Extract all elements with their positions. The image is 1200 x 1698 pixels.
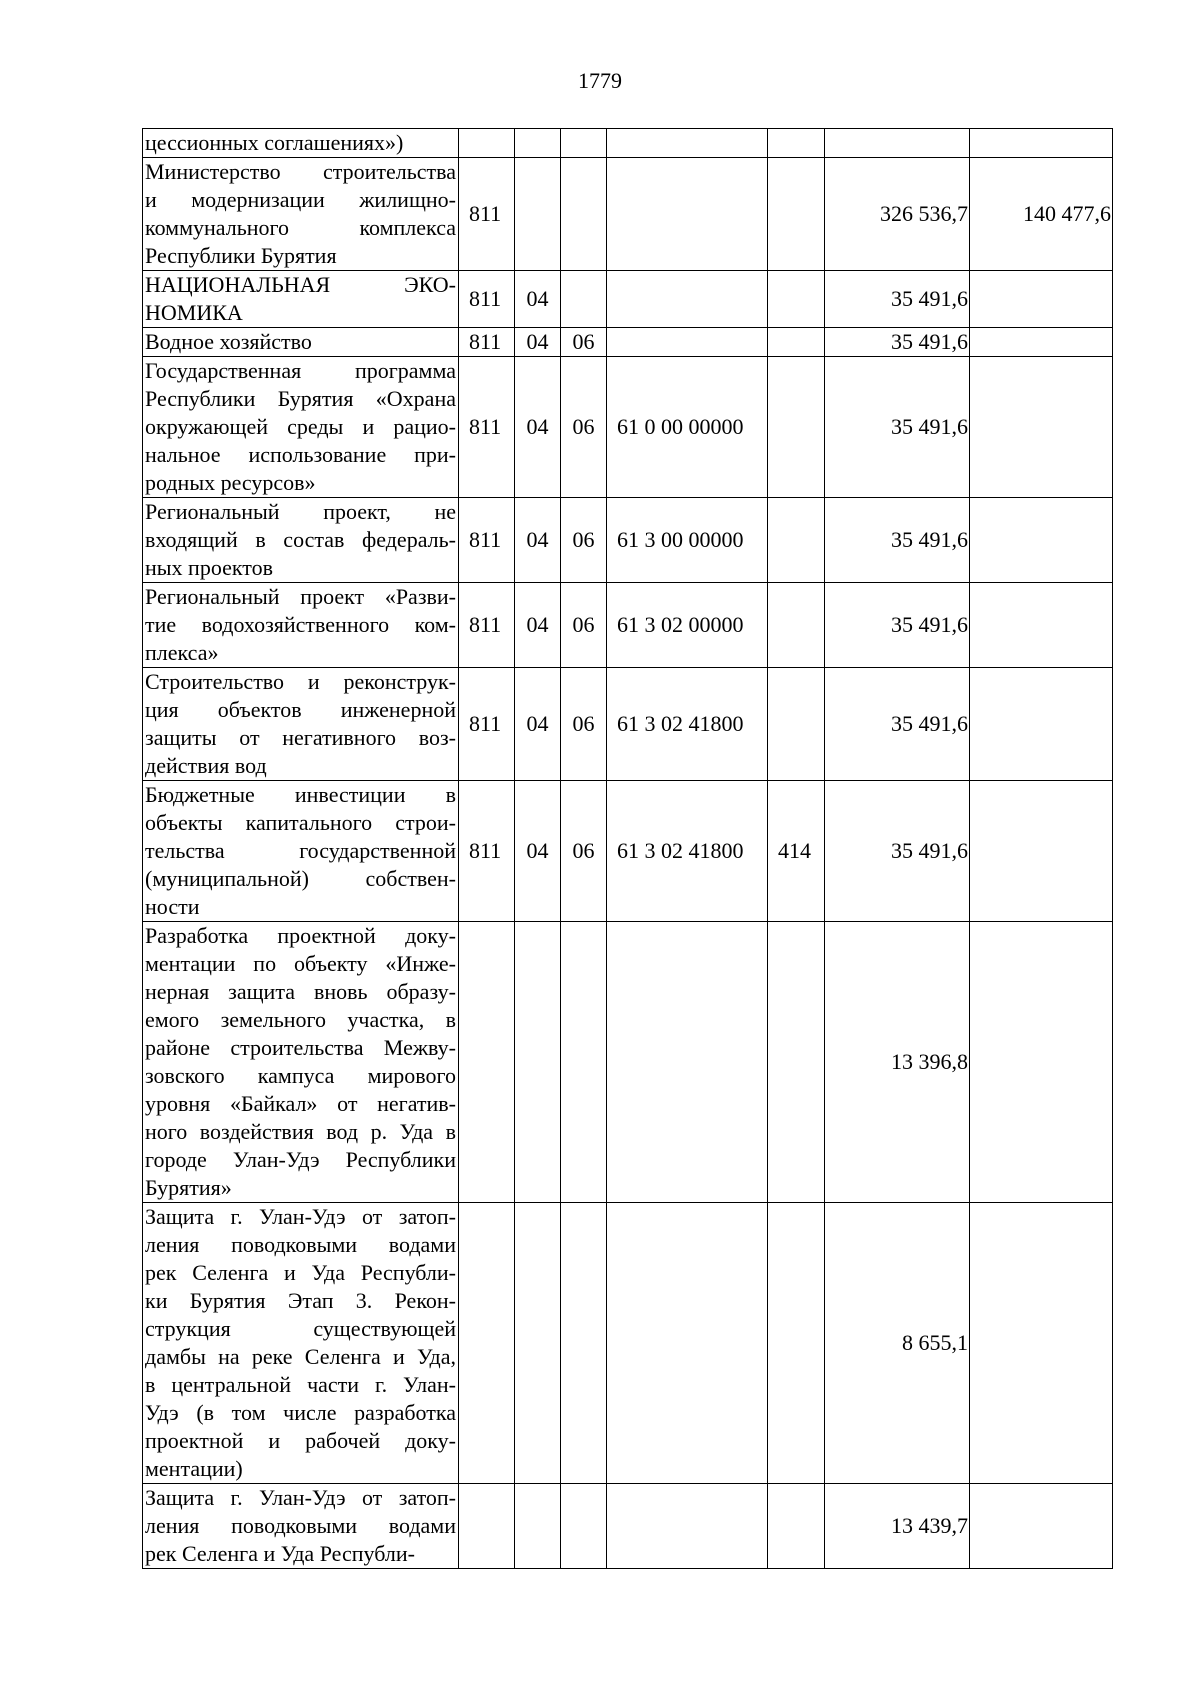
target-article-cell: 61 0 00 00000 [607, 357, 768, 498]
budget-table-body [143, 129, 1113, 1569]
amount-2-cell [970, 922, 1113, 1203]
grbs-code-cell [459, 129, 515, 158]
row-name-cell [143, 1203, 459, 1484]
row-name-line: НОМИКА [145, 300, 243, 325]
amount-cell: 35 491,6 [825, 668, 970, 781]
row-name-line: ления поводковыми водами [145, 1513, 456, 1538]
row-name-line: тие водохозяйственного ком- [145, 612, 456, 637]
amount-2-cell [970, 781, 1113, 922]
row-name-line: объекты капитального строи- [145, 810, 456, 835]
section-code-cell: 04 [515, 498, 561, 583]
row-name-line: Защита г. Улан-Удэ от затоп- [145, 1204, 456, 1229]
row-name-line: струкция существующей [145, 1316, 456, 1341]
row-name-line: ного воздействия вод р. Уда в [145, 1119, 456, 1144]
row-name-line: ности [145, 894, 200, 919]
row-name-line: действия вод [145, 753, 267, 778]
expense-type-cell [768, 328, 825, 357]
expense-type-cell [768, 668, 825, 781]
row-name-line: рек Селенга и Уда Республи- [145, 1260, 456, 1285]
target-article-cell [607, 328, 768, 357]
grbs-code-cell: 811 [459, 271, 515, 328]
target-article-cell: 61 3 02 41800 [607, 668, 768, 781]
amount-cell: 35 491,6 [825, 781, 970, 922]
grbs-code-cell: 811 [459, 328, 515, 357]
amount-2-cell [970, 129, 1113, 158]
subsection-code-cell [561, 1203, 607, 1484]
row-name-line: Республики Бурятия [145, 243, 337, 268]
row-name-line: Региональный проект «Разви- [145, 584, 456, 609]
amount-2-cell [970, 1484, 1113, 1569]
row-name-line: нальное использование при- [145, 442, 456, 467]
table-row [143, 583, 1113, 668]
section-code-cell [515, 1484, 561, 1569]
amount-cell: 35 491,6 [825, 328, 970, 357]
row-name-cell [143, 357, 459, 498]
row-name-cell [143, 271, 459, 328]
row-name-line: городе Улан-Удэ Республики [145, 1147, 456, 1172]
row-name-line: ных проектов [145, 555, 273, 580]
row-name-line: тельства государственной [145, 838, 456, 863]
section-code-cell: 04 [515, 781, 561, 922]
table-row [143, 498, 1113, 583]
target-article-cell: 61 3 02 41800 [607, 781, 768, 922]
row-name-line: ления поводковыми водами [145, 1232, 456, 1257]
subsection-code-cell: 06 [561, 357, 607, 498]
table-row [143, 129, 1113, 158]
row-name-line: Удэ (в том числе разработка [145, 1400, 456, 1425]
subsection-code-cell [561, 158, 607, 271]
table-row [143, 668, 1113, 781]
section-code-cell: 04 [515, 271, 561, 328]
amount-2-cell [970, 357, 1113, 498]
row-name-line: Региональный проект, не [145, 499, 456, 524]
section-code-cell: 04 [515, 357, 561, 498]
expense-type-cell [768, 583, 825, 668]
row-name-line: Строительство и реконструк- [145, 669, 456, 694]
target-article-cell [607, 129, 768, 158]
grbs-code-cell [459, 922, 515, 1203]
row-name-line: Министерство строительства [145, 159, 456, 184]
row-name-line: (муниципальной) собствен- [145, 866, 456, 891]
row-name-line: родных ресурсов» [145, 470, 316, 495]
subsection-code-cell [561, 271, 607, 328]
row-name-line: цессионных соглашениях») [145, 130, 404, 155]
row-name-line: Государственная программа [145, 358, 456, 383]
expense-type-cell [768, 922, 825, 1203]
grbs-code-cell [459, 1484, 515, 1569]
expense-type-cell: 414 [768, 781, 825, 922]
row-name-line: в центральной части г. Улан- [145, 1372, 456, 1397]
target-article-cell [607, 1203, 768, 1484]
row-name-line: Республики Бурятия «Охрана [145, 386, 456, 411]
subsection-code-cell: 06 [561, 328, 607, 357]
row-name-line: и модернизации жилищно- [145, 187, 456, 212]
row-name-line: Водное хозяйство [145, 329, 312, 354]
row-name-line: плекса» [145, 640, 219, 665]
section-code-cell [515, 158, 561, 271]
subsection-code-cell: 06 [561, 668, 607, 781]
grbs-code-cell: 811 [459, 583, 515, 668]
target-article-cell [607, 922, 768, 1203]
expense-type-cell [768, 357, 825, 498]
budget-table [142, 128, 1113, 1569]
page-number: 1779 [578, 68, 622, 93]
row-name-cell [143, 922, 459, 1203]
expense-type-cell [768, 129, 825, 158]
section-code-cell [515, 129, 561, 158]
grbs-code-cell: 811 [459, 158, 515, 271]
subsection-code-cell [561, 129, 607, 158]
subsection-code-cell [561, 1484, 607, 1569]
grbs-code-cell: 811 [459, 668, 515, 781]
table-row [143, 158, 1113, 271]
row-name-line: НАЦИОНАЛЬНАЯ ЭКО- [145, 272, 456, 297]
row-name-line: окружающей среды и рацио- [145, 414, 456, 439]
amount-2-cell [970, 271, 1113, 328]
section-code-cell [515, 1203, 561, 1484]
row-name-line: входящий в состав федераль- [145, 527, 456, 552]
target-article-cell [607, 271, 768, 328]
amount-cell: 13 396,8 [825, 922, 970, 1203]
amount-cell: 35 491,6 [825, 271, 970, 328]
amount-cell [825, 129, 970, 158]
section-code-cell: 04 [515, 583, 561, 668]
amount-cell: 35 491,6 [825, 357, 970, 498]
grbs-code-cell [459, 1203, 515, 1484]
amount-2-cell [970, 498, 1113, 583]
section-code-cell: 04 [515, 328, 561, 357]
expense-type-cell [768, 271, 825, 328]
amount-2-cell [970, 1203, 1113, 1484]
subsection-code-cell [561, 922, 607, 1203]
row-name-line: ментации по объекту «Инже- [145, 951, 456, 976]
grbs-code-cell: 811 [459, 498, 515, 583]
amount-cell: 13 439,7 [825, 1484, 970, 1569]
table-row [143, 328, 1113, 357]
row-name-line: дамбы на реке Селенга и Уда, [145, 1344, 456, 1369]
row-name-line: защиты от негативного воз- [145, 725, 456, 750]
amount-2-cell [970, 668, 1113, 781]
target-article-cell [607, 1484, 768, 1569]
target-article-cell: 61 3 02 00000 [607, 583, 768, 668]
row-name-cell [143, 1484, 459, 1569]
row-name-line: Бюджетные инвестиции в [145, 782, 456, 807]
amount-cell: 8 655,1 [825, 1203, 970, 1484]
section-code-cell [515, 922, 561, 1203]
table-row [143, 271, 1113, 328]
subsection-code-cell: 06 [561, 781, 607, 922]
table-row [143, 1203, 1113, 1484]
grbs-code-cell: 811 [459, 357, 515, 498]
row-name-line: ментации) [145, 1456, 243, 1481]
expense-type-cell [768, 158, 825, 271]
amount-cell: 326 536,7 [825, 158, 970, 271]
row-name-cell [143, 129, 459, 158]
amount-2-cell [970, 328, 1113, 357]
expense-type-cell [768, 1484, 825, 1569]
amount-cell: 35 491,6 [825, 583, 970, 668]
expense-type-cell [768, 498, 825, 583]
row-name-line: проектной и рабочей доку- [145, 1428, 456, 1453]
row-name-line: районе строительства Межву- [145, 1035, 456, 1060]
target-article-cell: 61 3 00 00000 [607, 498, 768, 583]
row-name-line: ция объектов инженерной [145, 697, 456, 722]
grbs-code-cell: 811 [459, 781, 515, 922]
amount-2-cell [970, 583, 1113, 668]
row-name-line: Бурятия» [145, 1175, 232, 1200]
row-name-cell [143, 583, 459, 668]
row-name-line: Разработка проектной доку- [145, 923, 456, 948]
table-row [143, 1484, 1113, 1569]
row-name-line: коммунального комплекса [145, 215, 456, 240]
row-name-cell [143, 328, 459, 357]
row-name-line: нерная защита вновь образу- [145, 979, 456, 1004]
row-name-line: ки Бурятия Этап 3. Рекон- [145, 1288, 456, 1313]
table-row [143, 922, 1113, 1203]
row-name-cell [143, 498, 459, 583]
row-name-cell [143, 158, 459, 271]
subsection-code-cell: 06 [561, 498, 607, 583]
row-name-line: рек Селенга и Уда Республи- [145, 1541, 415, 1566]
subsection-code-cell: 06 [561, 583, 607, 668]
row-name-line: уровня «Байкал» от негатив- [145, 1091, 456, 1116]
amount-cell: 35 491,6 [825, 498, 970, 583]
row-name-line: емого земельного участка, в [145, 1007, 456, 1032]
target-article-cell [607, 158, 768, 271]
expense-type-cell [768, 1203, 825, 1484]
row-name-line: зовского кампуса мирового [145, 1063, 456, 1088]
section-code-cell: 04 [515, 668, 561, 781]
row-name-cell [143, 781, 459, 922]
row-name-cell [143, 668, 459, 781]
amount-2-cell: 140 477,6 [970, 158, 1113, 271]
row-name-line: Защита г. Улан-Удэ от затоп- [145, 1485, 456, 1510]
table-row [143, 357, 1113, 498]
table-row [143, 781, 1113, 922]
